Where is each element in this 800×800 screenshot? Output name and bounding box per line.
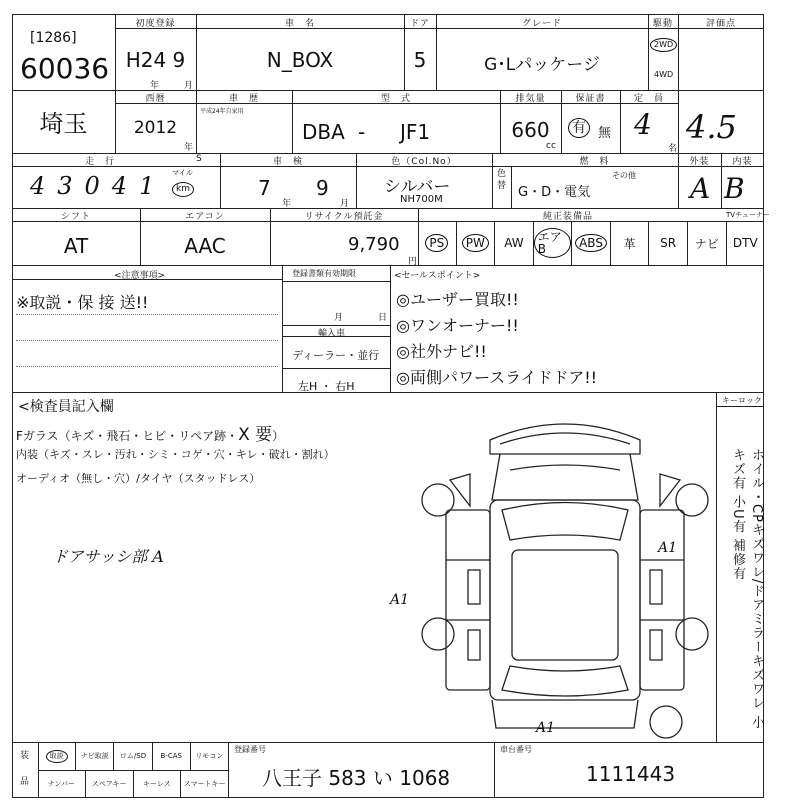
displacement-value: 660: [511, 118, 550, 142]
chassis-value: 1111443: [586, 762, 676, 786]
sales-header: <セールスポイント>: [394, 271, 481, 281]
inspection-header: 車 検: [272, 157, 303, 167]
mileage-flag: S: [196, 154, 202, 164]
capacity-value: 4: [634, 108, 652, 141]
car-name-header: 車 名: [284, 19, 315, 29]
inspector-line1-text: Fガラス（キズ・飛石・ヒビ・リペア跡・: [16, 429, 239, 443]
warranty-yes: 有: [568, 118, 590, 138]
aircon-header: エアコン: [185, 212, 225, 222]
shift-header: シフト: [60, 212, 91, 222]
sales-point-item: ◎ユーザー買取!!: [396, 290, 519, 309]
mileage-unit-km: km: [172, 182, 194, 197]
notes-header: <注意事項>: [114, 271, 166, 281]
equipment-header: 純正装備品: [542, 212, 593, 222]
import-value: ディーラー・並行: [292, 349, 380, 362]
warranty-no: 無: [598, 126, 612, 141]
doors-value: 5: [413, 48, 427, 72]
first-reg-header: 初度登録: [135, 19, 176, 29]
accessory-item: スペアキー: [86, 770, 134, 798]
car-diagram: [420, 410, 710, 740]
sales-point-item: ◎両側パワースライドドア!!: [396, 368, 598, 387]
accessory-item: リモコン: [195, 752, 224, 760]
accessory-item: キーレス: [134, 770, 182, 798]
inspector-header: <検査員記入欄: [18, 399, 114, 415]
capacity-unit: 名: [668, 144, 678, 154]
chassis-header: 車台番号: [500, 745, 532, 754]
damage-left: A1: [390, 592, 410, 608]
mileage-value: 43041: [30, 172, 167, 200]
accessory-item: ナンバー: [38, 770, 86, 798]
color-change-label: 色替: [497, 169, 507, 191]
car-name-value: N_BOX: [266, 48, 334, 72]
history-sub: 平成24年自家用: [200, 108, 244, 115]
fuel-other: その他: [612, 171, 636, 180]
lot-number: 60036: [20, 52, 110, 85]
type-c: JF1: [400, 120, 431, 144]
import-header: 輸入車: [318, 329, 346, 339]
fuel-header: 燃 料: [579, 157, 610, 167]
equipment-item: DTV: [732, 236, 758, 250]
inspection-month-unit: 月: [340, 199, 350, 209]
accessory-row-2: [38, 770, 228, 798]
exterior-value: A: [690, 172, 711, 205]
shift-value: AT: [63, 234, 89, 258]
model-year-value: 2012: [133, 118, 178, 138]
equipment-item: SR: [649, 221, 688, 265]
equipment-item: AW: [495, 221, 534, 265]
model-year-unit: 年: [184, 143, 194, 153]
inspector-line3: オーディオ（無し・穴）/タイヤ（スタッドレス）: [16, 472, 261, 485]
type-b: -: [358, 120, 366, 144]
equipment-item: PS: [418, 221, 457, 265]
accessory-row-1: [38, 742, 228, 770]
equipment-item: PW: [457, 221, 496, 265]
inspection-year-unit: 年: [282, 199, 292, 209]
region-value: 埼玉: [39, 110, 88, 138]
first-reg-year-unit: 年: [150, 81, 160, 91]
first-reg-value: H24 9: [125, 48, 186, 72]
reg-expiry-month: 月: [334, 313, 344, 323]
doors-header: ドア: [410, 19, 430, 29]
inspector-line2: 内装（キズ・スレ・汚れ・シミ・コゲ・穴・キレ・破れ・割れ）: [16, 448, 335, 461]
score-header: 評価点: [705, 19, 736, 29]
notes-text: ※取説・保 接 送!!: [16, 293, 149, 312]
mileage-unit-mile: マイル: [172, 169, 193, 177]
displacement-unit: cc: [546, 141, 556, 151]
sales-point-item: ◎社外ナビ!!: [396, 342, 487, 361]
aircon-value: AAC: [184, 234, 226, 258]
inspector-handwritten: ドアサッシ部 A: [52, 547, 164, 566]
reg-number-header: 登録番号: [234, 745, 266, 754]
inspection-month: 9: [316, 176, 329, 200]
mileage-header: 走 行: [84, 157, 115, 167]
history-header: 車 歴: [228, 94, 259, 104]
type-header: 型 式: [380, 94, 411, 104]
equipment-row: [418, 221, 764, 265]
bottom-side-a: 装: [20, 751, 30, 761]
accessory-item: ロム/SD: [114, 742, 152, 770]
accessory-item: ナビ取説: [76, 742, 114, 770]
bottom-side-b: 品: [20, 777, 30, 787]
sales-point-item: ◎ワンオーナー!!: [396, 316, 519, 335]
displacement-header: 排気量: [515, 94, 546, 104]
type-a: DBA: [302, 120, 345, 144]
equipment-item: 革: [611, 221, 650, 265]
grade-value: G･Lパッケージ: [484, 55, 600, 75]
score-value: 4.5: [686, 108, 737, 146]
equipment-item: ナビ: [688, 221, 727, 265]
recycle-unit: 円: [408, 257, 418, 267]
accessory-item: スマートキー: [183, 780, 226, 788]
model-year-header: 西暦: [145, 94, 166, 104]
grade-header: グレード: [521, 19, 562, 29]
fuel-options: G・D・電気: [518, 185, 591, 200]
damage-front-right: A1: [658, 540, 678, 556]
drive-header: 駆動: [652, 19, 673, 29]
damage-rear: A1: [536, 720, 556, 736]
drive-4wd: 4WD: [654, 70, 674, 79]
equipment-item: ABS: [572, 221, 611, 265]
interior-header: 内装: [732, 157, 753, 167]
side-note: ホイル・CPキズワレ/ドアミラーキズワレ 小キズ有 小U有 補修有: [730, 448, 764, 730]
handle-value: 左H ・ 右H: [298, 380, 355, 393]
key-lock-header: キーロック: [722, 396, 762, 405]
exterior-header: 外装: [689, 157, 710, 167]
recycle-value: 9,790: [348, 234, 400, 255]
color-value: シルバー: [384, 177, 451, 197]
color-code: NH700M: [400, 194, 443, 205]
lot-code: [1286]: [30, 30, 77, 46]
reg-expiry-day: 日: [378, 313, 388, 323]
accessory-item: B-CAS: [153, 742, 191, 770]
sales-points-list: [396, 287, 597, 391]
reg-number-value: 八王子 583 い 1068: [262, 766, 451, 790]
drive-2wd: 2WD: [650, 38, 677, 52]
color-header: 色（Col.No）: [391, 157, 457, 167]
equipment-item: エアB: [534, 221, 573, 265]
inspector-line1-mark: X 要: [238, 425, 273, 445]
tuner-header: TVチューナー: [726, 211, 770, 219]
interior-value: B: [724, 172, 745, 205]
accessory-item: 取説: [38, 742, 76, 770]
warranty-header: 保証書: [575, 94, 606, 104]
inspection-year: 7: [258, 176, 271, 200]
inspector-line1: [16, 420, 284, 445]
first-reg-month-unit: 月: [184, 81, 194, 91]
capacity-header: 定 員: [633, 94, 664, 104]
reg-expiry-header: 登録書類有効期限: [292, 269, 356, 278]
recycle-header: リサイクル預託金: [304, 212, 384, 222]
inspector-line1-end: ）: [272, 429, 285, 443]
